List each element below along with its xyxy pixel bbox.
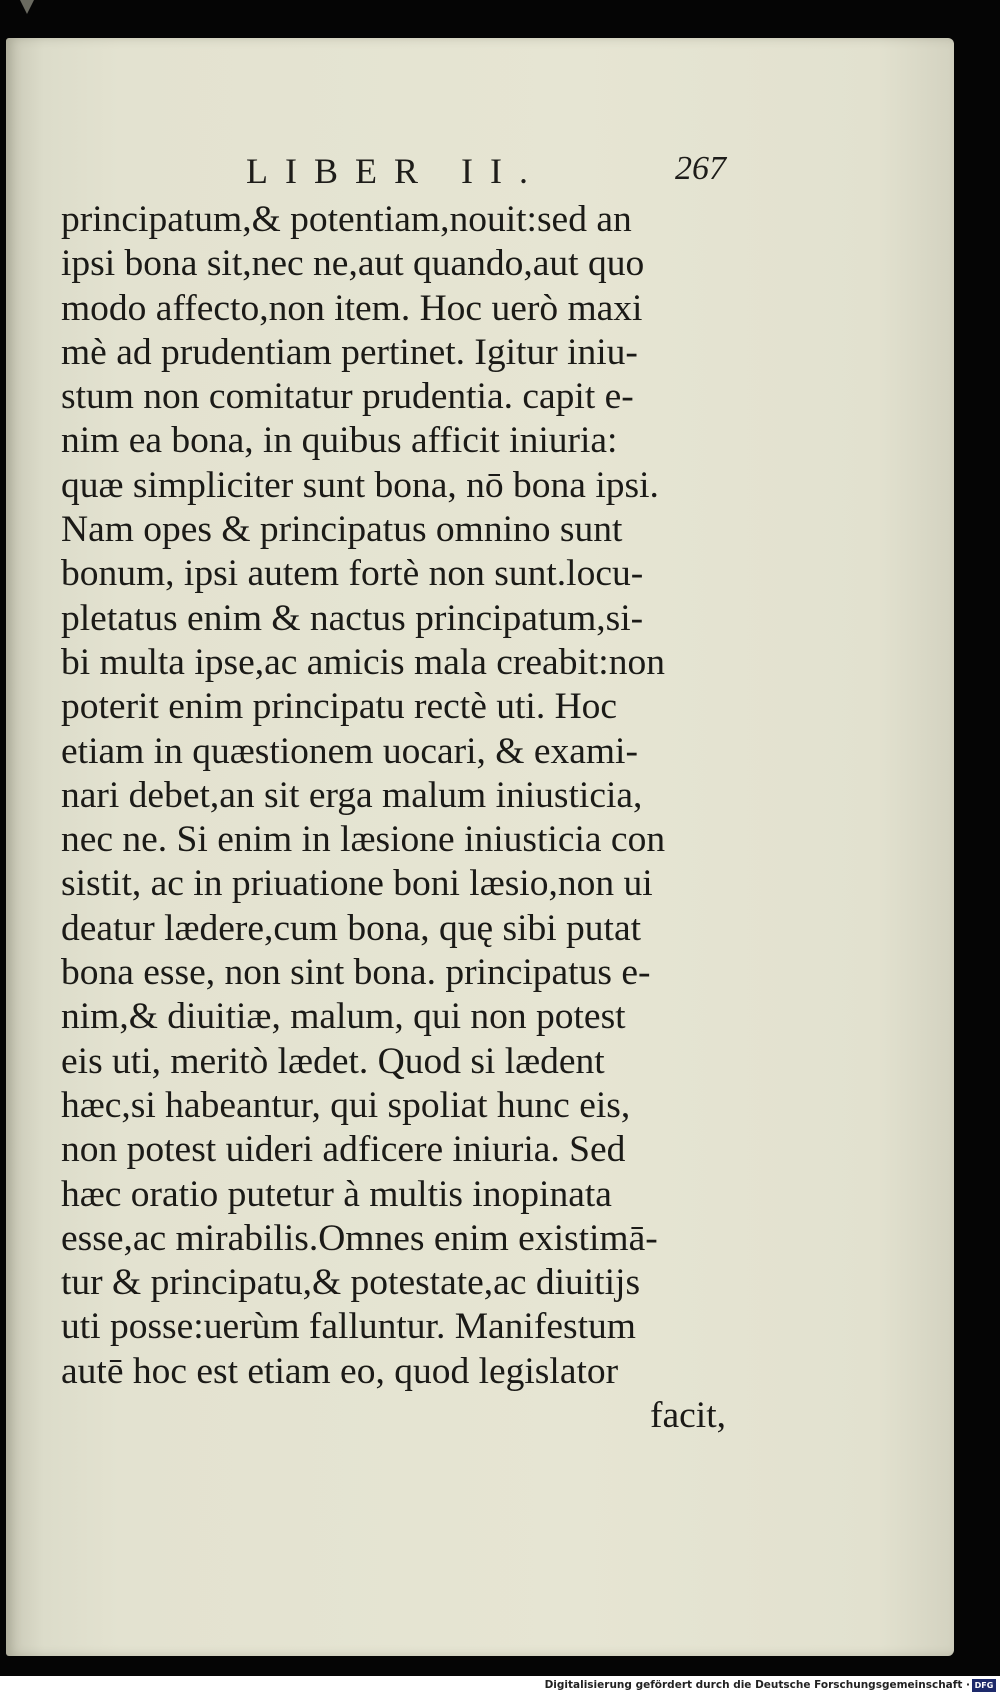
text-line: non potest uideri adficere iniuria. Sed — [61, 1129, 626, 1171]
text-line: eis uti, meritò lædet. Quod si lædent — [61, 1040, 605, 1082]
text-line: quæ simpliciter sunt bona, nō bona ipsi. — [61, 464, 659, 506]
catchword: facit, — [650, 1395, 726, 1437]
running-title: LIBER II. — [246, 151, 545, 191]
text-line: principatum,& potentiam,nouit:sed an — [61, 199, 632, 240]
running-header — [246, 150, 726, 200]
text-line: Nam opes & principatus omnino sunt — [61, 509, 623, 551]
dfg-logo-icon: DFG — [972, 1679, 996, 1692]
body-text — [61, 198, 726, 1438]
text-line: bi multa ipse,ac amicis mala creabit:non — [61, 641, 665, 683]
page-number: 267 — [675, 150, 726, 187]
text-line: ipsi bona sit,nec ne,aut quando,aut quo — [61, 243, 645, 285]
text-line: modo affecto,non item. Hoc uerò maxi — [61, 287, 643, 329]
footer-bar — [0, 1676, 1000, 1696]
text-line: stum non comitatur prudentia. capit e- — [61, 376, 634, 418]
text-line: nim ea bona, in quibus afficit iniuria: — [61, 420, 618, 462]
text-line: mè ad prudentiam pertinet. Igitur iniu- — [61, 331, 638, 373]
text-line: nec ne. Si enim in læsione iniusticia con — [61, 819, 666, 861]
corner-marker-icon — [20, 0, 34, 14]
text-line: bona esse, non sint bona. principatus e- — [61, 952, 651, 994]
book-page — [6, 38, 954, 1656]
text-line: autē hoc est etiam eo, quod legislator — [61, 1350, 619, 1392]
text-line: hæc oratio putetur à multis inopinata — [61, 1173, 612, 1215]
text-line: tur & principatu,& potestate,ac diuitijs — [61, 1262, 641, 1304]
text-line: esse,ac mirabilis.Omnes enim existimā- — [61, 1217, 658, 1259]
text-line: deatur lædere,cum bona, quę sibi putat — [61, 907, 642, 949]
text-line: hæc,si habeantur, qui spoliat hunc eis, — [61, 1084, 631, 1126]
text-line: etiam in quæstionem uocari, & exami- — [61, 730, 638, 772]
text-line: sistit, ac in priuatione boni læsio,non ui — [61, 863, 653, 905]
text-line: uti posse:uerùm falluntur. Manifestum — [61, 1306, 636, 1348]
text-line: poterit enim principatu rectè uti. Hoc — [61, 686, 618, 728]
text-line: bonum, ipsi autem fortè non sunt.locu- — [61, 553, 644, 595]
text-line: nari debet,an sit erga malum iniusticia, — [61, 774, 643, 816]
text-line: pletatus enim & nactus principatum,si- — [61, 597, 644, 639]
funding-credit: Digitalisierung gefördert durch die Deutsche Forschungsgemeinschaft · — [544, 1679, 970, 1691]
text-line: nim,& diuitiæ, malum, qui non potest — [61, 996, 626, 1038]
